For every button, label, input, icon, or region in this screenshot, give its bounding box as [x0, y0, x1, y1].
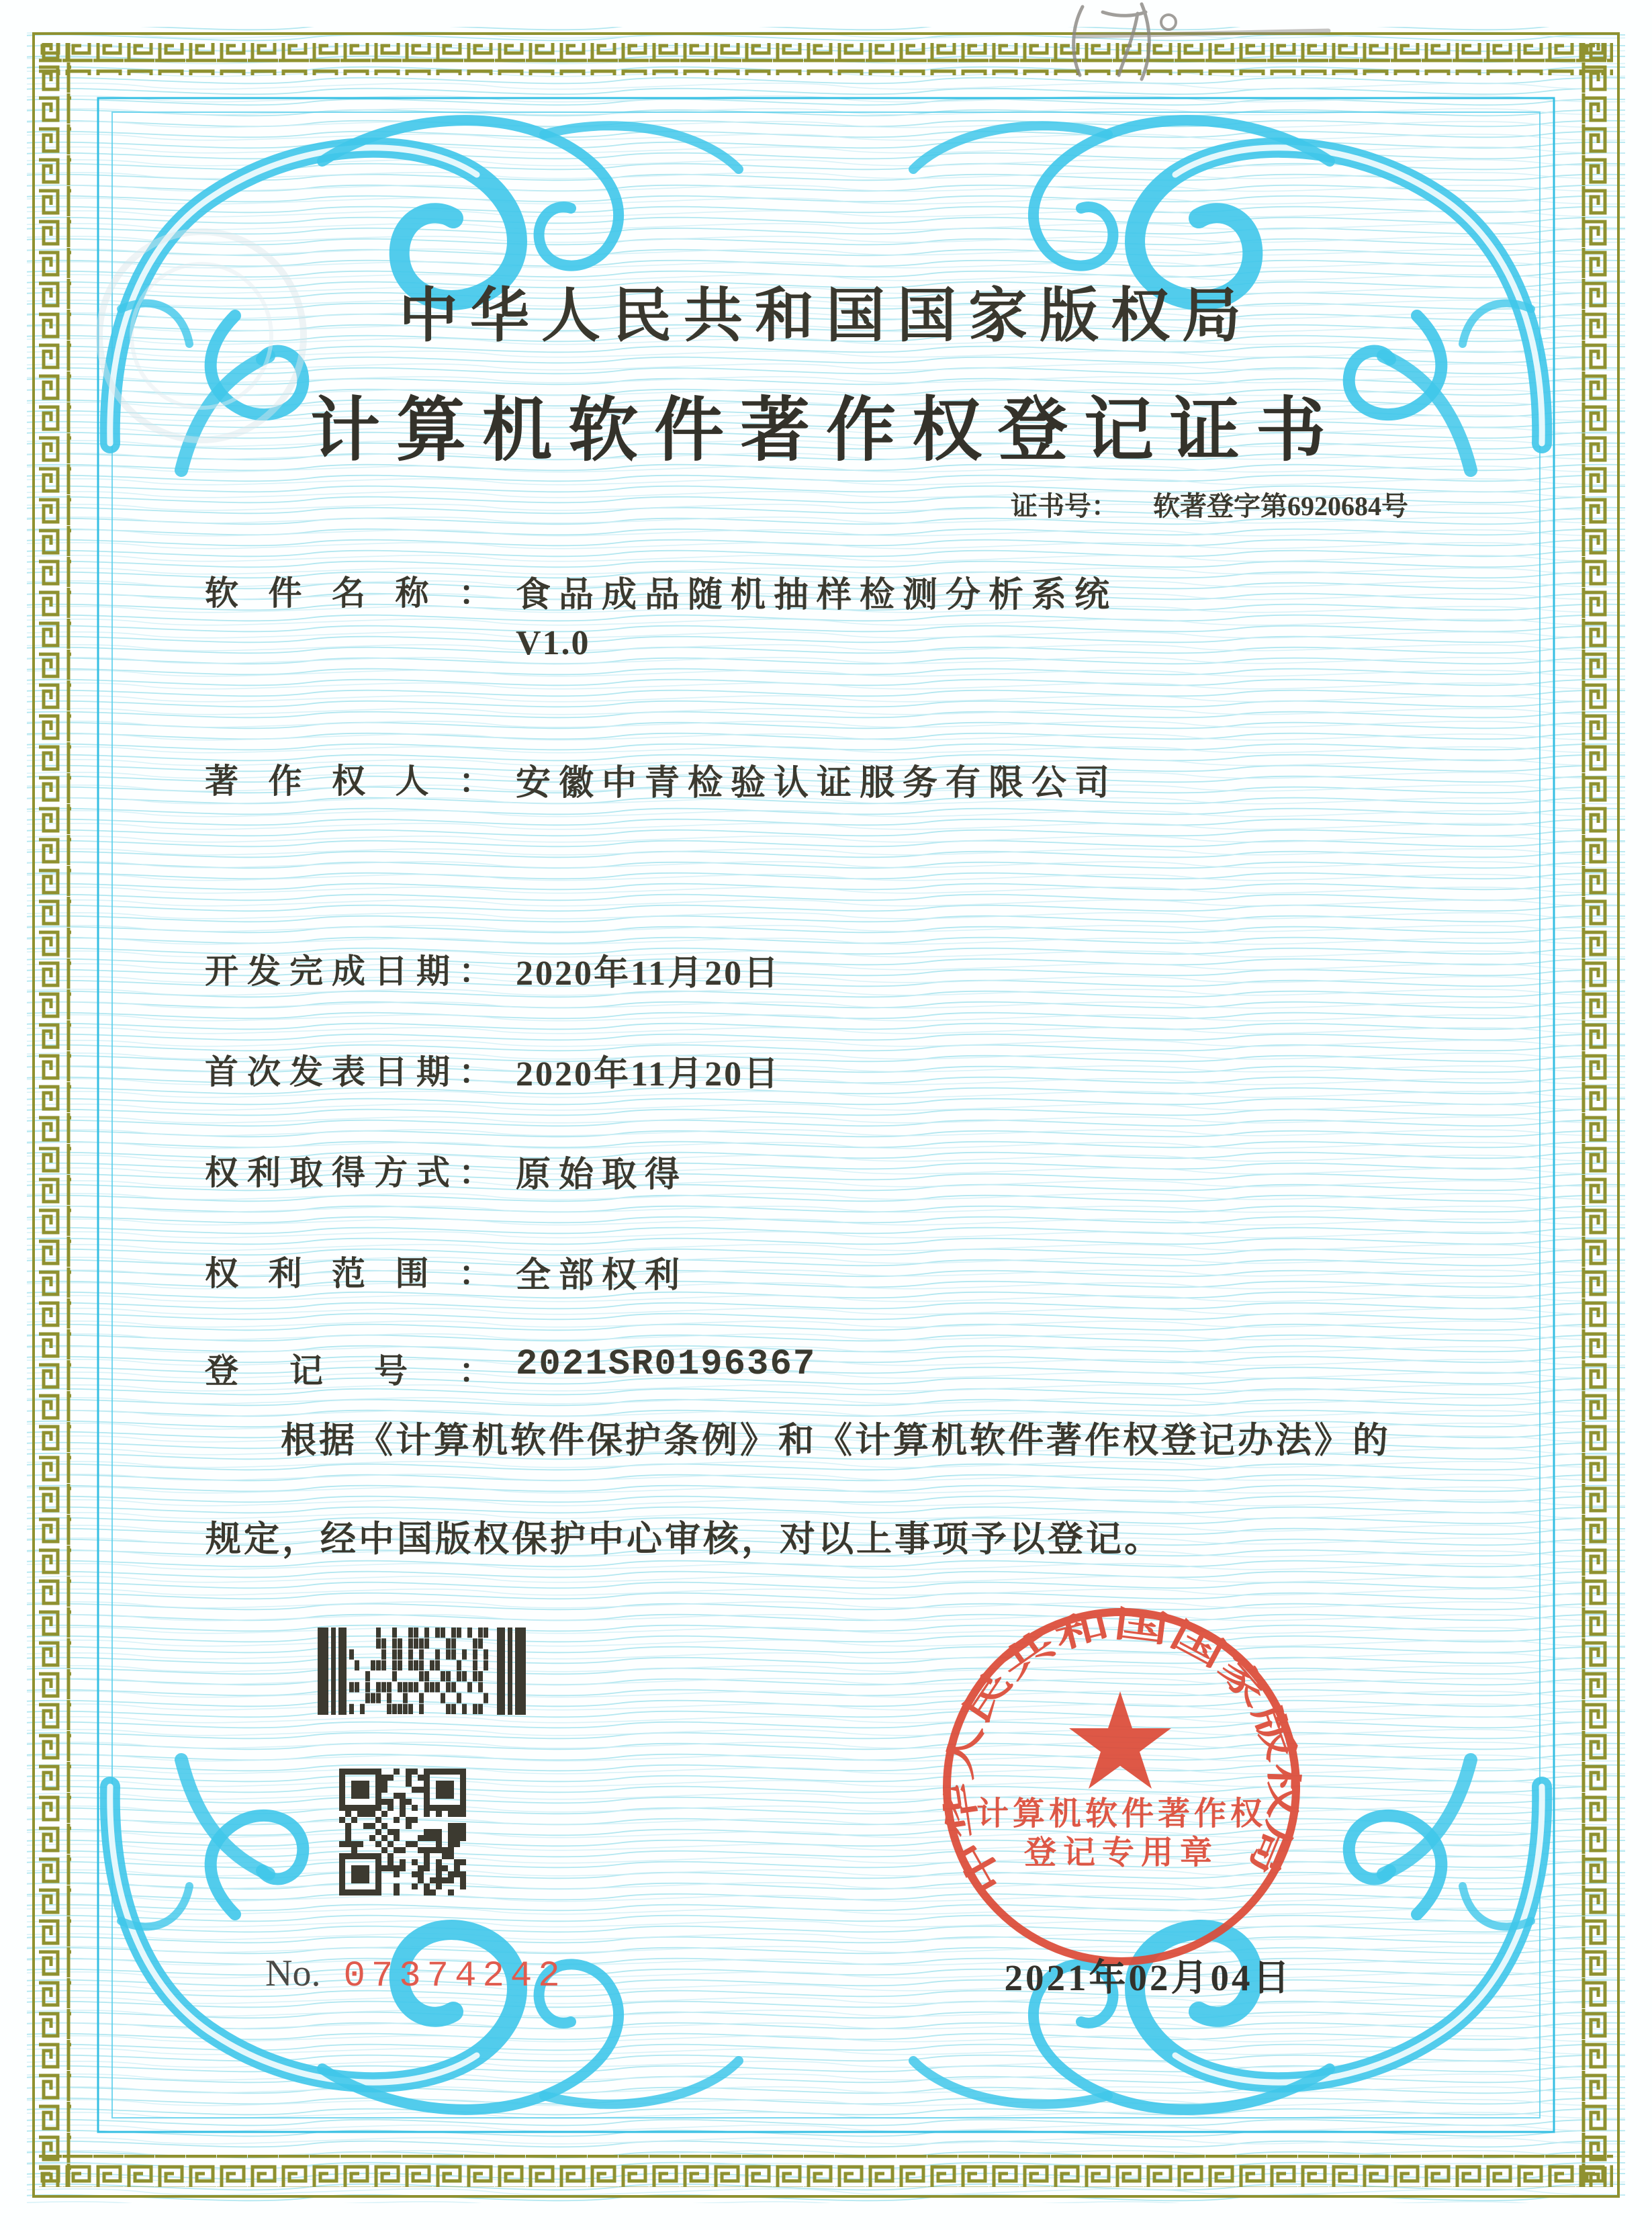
issue-date: 2021年02月04日 [1004, 1957, 1293, 1998]
field-value-dev-complete-date: 2020年11月20日 [516, 954, 781, 993]
certificate-title: 计算机软件著作权登记证书 [310, 392, 1342, 470]
field-value-copyright-owner: 安徽中青检验认证服务有限公司 [516, 764, 1118, 803]
field-value-software-version: V1.0 [516, 624, 590, 662]
serial-prefix: No. [265, 1953, 321, 1994]
field-value-registration-number: 2021SR0196367 [516, 1344, 817, 1385]
statement-line-2: 规定，经中国版权保护中心审核，对以上事项予以登记。 [205, 1520, 1162, 1559]
field-value-first-publish-date: 2020年11月20日 [516, 1055, 781, 1094]
authority-title: 中华人民共和国国家版权局 [398, 284, 1253, 349]
field-label-rights-scope: 权利范围： [205, 1255, 492, 1292]
field-label-registration-number: 登记号： [205, 1352, 492, 1390]
serial-number: 07374242 [343, 1956, 566, 1997]
field-value-rights-scope: 全部权利 [516, 1257, 688, 1295]
certificate-number-row [1011, 485, 1408, 523]
field-label-first-publish-date: 首次发表日期： [205, 1053, 492, 1091]
statement-line-1: 根据《计算机软件保护条例》和《计算机软件著作权登记办法》的 [281, 1421, 1391, 1460]
certificate-number-label: 证书号： [1011, 491, 1118, 521]
seal-ring-text: 中华人民共和国国家版权局 [938, 1603, 1303, 1900]
seal-line2: 登记专用章 [1023, 1835, 1220, 1871]
field-label-dev-complete-date: 开发完成日期： [205, 952, 492, 990]
serial-number-row [265, 1952, 566, 1997]
seal-line1: 计算机软件著作权 [976, 1796, 1267, 1832]
field-label-copyright-owner: 著作权人： [205, 762, 492, 800]
field-value-software-name: 食品成品随机抽样检测分析系统 [516, 576, 1118, 615]
field-label-software-name: 软件名称： [205, 574, 492, 612]
certificate-number-value: 软著登字第6920684号 [1153, 491, 1408, 521]
field-value-rights-acquisition: 原始取得 [516, 1156, 688, 1194]
field-label-rights-acquisition: 权利取得方式： [205, 1154, 492, 1192]
